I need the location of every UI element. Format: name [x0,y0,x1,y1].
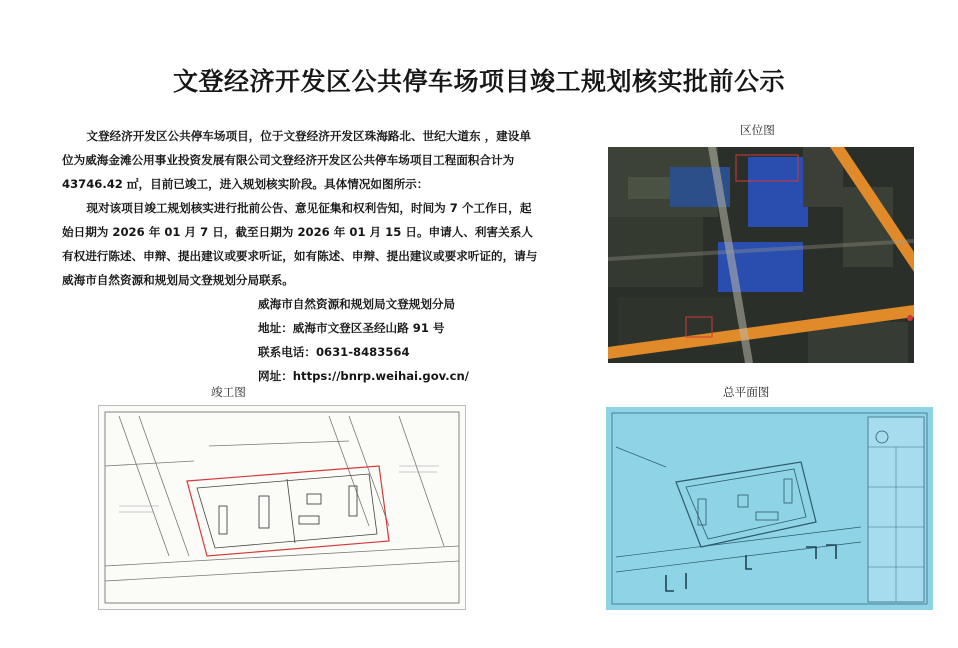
location-map-caption: 区位图 [740,123,775,137]
notice-paragraph-1: 文登经济开发区公共停车场项目，位于文登经济开发区珠海路北、世纪大道东 ，建设单位为威海金滩公用事业投资发展有限公司文登经济开发区公共停车场项目工程面积合计为 43746.42 ㎡，目前已竣工，进入规划核实阶段。具体情况如图所示： [62,129,531,191]
notice-paragraph-2: 现对该项目竣工规划核实进行批前公告、意见征集和权利告知，时间为 7 个工作日，起始日期为 2026 年 01 月 7 日，截至日期为 2026 年 01 月 15 日。申请人、利害关系人有权进行陈述、申辩、提出建议或要求听证，如有陈述、申辩、提出建议或要求听证的，请与威海市自然资源和规划局文登规划分局联系。 [62,201,538,287]
location-map-image [608,147,914,363]
site-plan-image [606,407,933,610]
contact-address: 地址：威海市文登区圣经山路 91 号 [258,321,445,335]
contact-website: 网址：https://bnrp.weihai.gov.cn/ [258,369,470,383]
page-title: 文登经济开发区公共停车场项目竣工规划核实批前公示 [172,67,785,96]
notice-body [62,124,542,292]
contact-org: 威海市自然资源和规划局文登规划分局 [258,297,456,311]
contact-phone: 联系电话：0631-8483564 [258,345,410,359]
contact-block [258,292,469,388]
site-plan-caption: 总平面图 [723,385,770,399]
completion-drawing-image [98,405,466,610]
completion-drawing-caption: 竣工图 [211,385,246,399]
